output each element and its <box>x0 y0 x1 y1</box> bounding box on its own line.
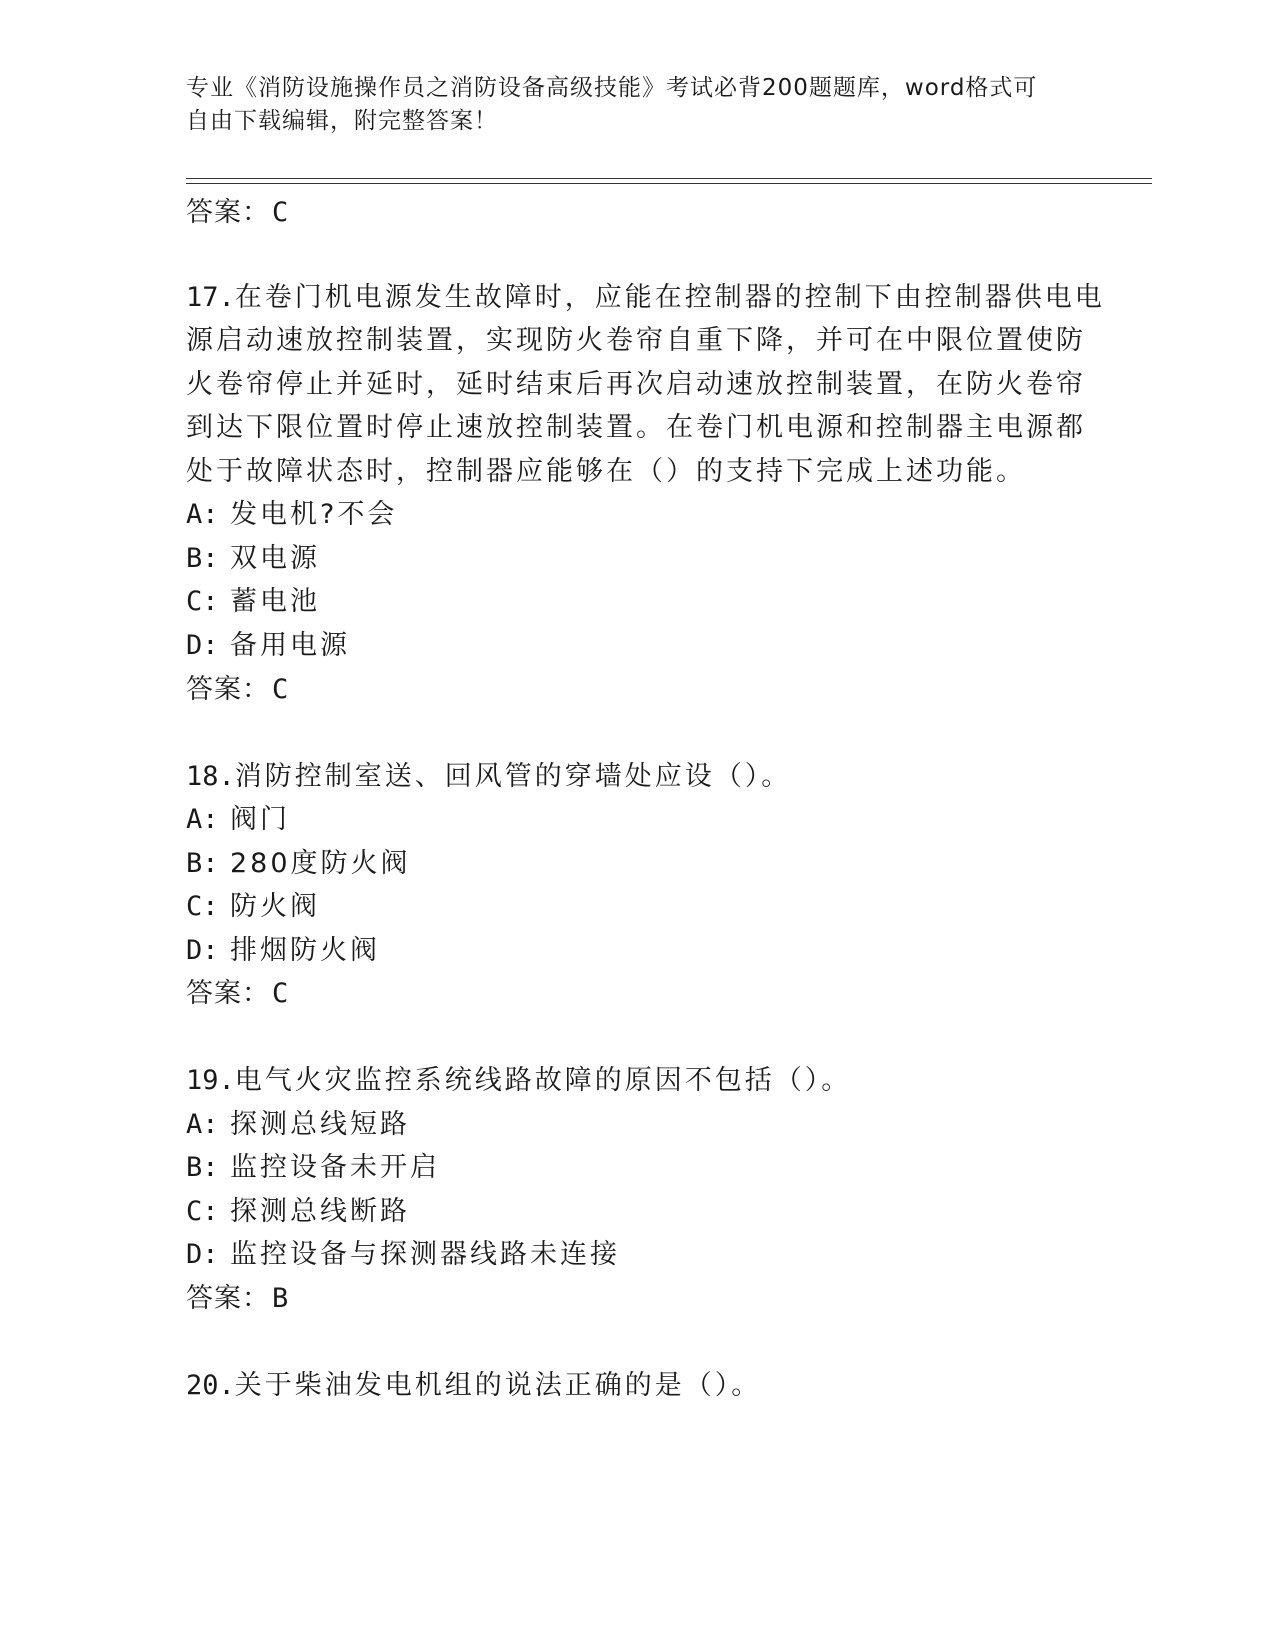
question-18-option-d: D: 排烟防火阀 <box>186 935 380 966</box>
question-17-option-a: A: 发电机?不会 <box>186 499 398 530</box>
question-number: 20. <box>186 1370 235 1401</box>
question-17-option-c: C: 蓄电池 <box>186 586 320 617</box>
question-17-line-5: 处于故障状态时，控制器应能够在（）的支持下完成上述功能。 <box>186 456 1026 487</box>
question-17-answer: 答案：C <box>186 674 290 705</box>
question-17-option-b: B: 双电源 <box>186 543 320 574</box>
question-18-option-a: A: 阀门 <box>186 804 290 835</box>
question-18-option-b: B: 280度防火阀 <box>186 848 411 879</box>
question-18-line-1: 18.消防控制室送、回风管的穿墙处应设（）。 <box>186 761 792 792</box>
header-divider-bottom <box>186 183 1152 184</box>
question-17-line-2: 源启动速放控制装置，实现防火卷帘自重下降，并可在中限位置使防 <box>186 325 1086 356</box>
question-19-option-d: D: 监控设备与探测器线路未连接 <box>186 1239 620 1270</box>
question-18-answer: 答案：C <box>186 978 290 1009</box>
question-19-answer: 答案：B <box>186 1283 290 1314</box>
question-17-option-d: D: 备用电源 <box>186 630 350 661</box>
question-19-option-a: A: 探测总线短路 <box>186 1109 410 1140</box>
question-number: 18. <box>186 761 235 792</box>
question-number: 17. <box>186 282 235 313</box>
question-17-line-1: 17.在卷门机电源发生故障时，应能在控制器的控制下由控制器供电电 <box>186 282 1105 313</box>
question-19-option-b: B: 监控设备未开启 <box>186 1152 440 1183</box>
header-line-1: 专业《消防设施操作员之消防设备高级技能》考试必背200题题库，word格式可 <box>186 75 1038 101</box>
header-divider-top <box>186 178 1152 179</box>
previous-answer <box>186 190 289 229</box>
answer-label: 答案： <box>186 197 270 228</box>
question-20-line-1: 20.关于柴油发电机组的说法正确的是（）。 <box>186 1370 762 1401</box>
question-17-line-4: 到达下限位置时停止速放控制装置。在卷门机电源和控制器主电源都 <box>186 412 1086 443</box>
question-19-option-c: C: 探测总线断路 <box>186 1196 410 1227</box>
question-18-option-c: C: 防火阀 <box>186 891 320 922</box>
document-header <box>186 72 1066 138</box>
question-19-line-1: 19.电气火灾监控系统线路故障的原因不包括（）。 <box>186 1065 852 1096</box>
answer-value: C <box>272 197 290 228</box>
header-line-2: 自由下载编辑，附完整答案！ <box>186 108 498 134</box>
question-number: 19. <box>186 1065 235 1096</box>
question-17-line-3: 火卷帘停止并延时，延时结束后再次启动速放控制装置，在防火卷帘 <box>186 369 1086 400</box>
